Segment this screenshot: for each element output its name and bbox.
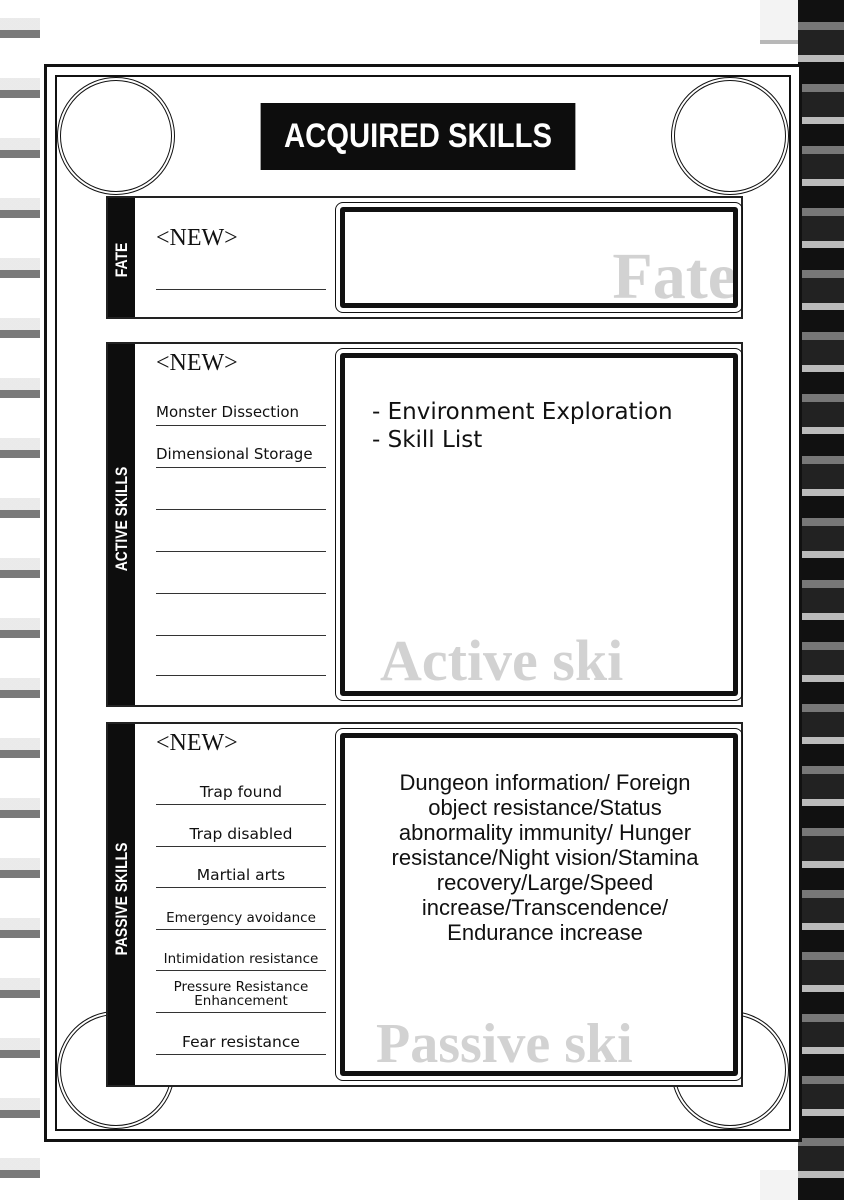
active-detail-item: - Environment Exploration xyxy=(372,399,673,425)
torn-edge-right xyxy=(798,0,844,1200)
passive-skill-item: Fear resistance xyxy=(156,1013,326,1055)
active-empty-line xyxy=(156,636,326,676)
fate-sidebar xyxy=(108,198,135,317)
passive-new-tag: <NEW> xyxy=(156,730,238,756)
active-new-tag: <NEW> xyxy=(156,350,238,376)
corner-flourish-icon xyxy=(671,77,789,195)
active-skill-item: Dimensional Storage xyxy=(156,426,326,468)
torn-edge-left xyxy=(0,0,40,1200)
passive-skill-item: Intimidation resistance xyxy=(156,930,326,971)
fate-detail-frame xyxy=(340,207,738,313)
active-empty-line xyxy=(156,468,326,510)
corner-flourish-icon xyxy=(57,77,175,195)
passive-skills-section xyxy=(106,722,743,1087)
active-details xyxy=(372,398,673,454)
active-watermark: Active ski xyxy=(380,628,624,693)
active-skills-section xyxy=(106,342,743,707)
passive-watermark: Passive ski xyxy=(376,1013,633,1075)
page-title: ACQUIRED SKILLS xyxy=(261,103,576,170)
active-skill-item: Monster Dissection xyxy=(156,386,326,426)
active-sidebar xyxy=(108,344,135,705)
passive-skills-label: PASSIVE SKILLS xyxy=(111,842,131,956)
active-detail-item: - Skill List xyxy=(372,427,483,453)
passive-skill-item: Martial arts xyxy=(156,847,326,888)
active-skills-label: ACTIVE SKILLS xyxy=(111,466,131,572)
passive-skill-item: Trap disabled xyxy=(156,805,326,847)
fate-section xyxy=(106,196,743,319)
passive-sidebar xyxy=(108,724,135,1085)
passive-details: Dungeon information/ Foreign object resistance/Status abnormality immunity/ Hunger resistance/Night vision/Stamina recovery/Large/Speed increase/Transcendence/ Endurance increase xyxy=(391,770,699,945)
active-empty-line xyxy=(156,552,326,594)
fate-label: FATE xyxy=(111,242,131,278)
active-empty-line xyxy=(156,594,326,636)
fate-watermark: Fate xyxy=(612,240,737,313)
passive-skill-item: Emergency avoidance xyxy=(156,888,326,930)
passive-skill-item: Pressure Resistance Enhancement xyxy=(156,971,326,1013)
fate-empty-line xyxy=(156,254,326,290)
fate-new-tag: <NEW> xyxy=(156,225,238,251)
passive-skill-item: Trap found xyxy=(156,764,326,805)
active-empty-line xyxy=(156,510,326,552)
